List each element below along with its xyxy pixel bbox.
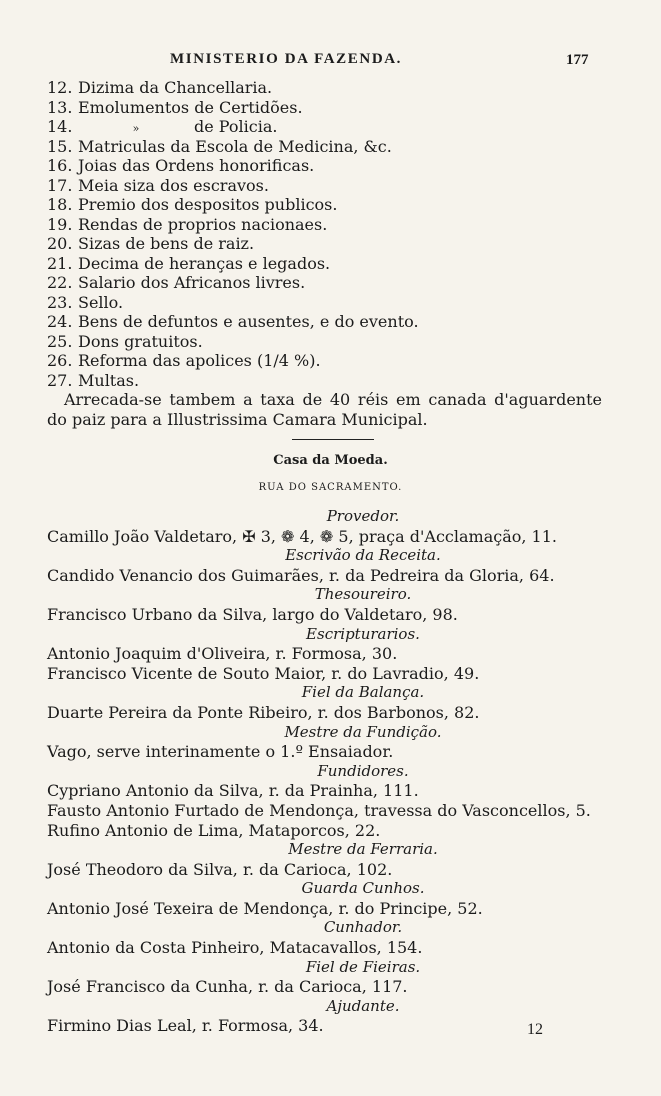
tax-paragraph: Arrecada-se tambem a taxa de 40 réis em canada d'aguardente do paiz para a Illustrissima Camara Municipal. — [47, 390, 602, 429]
list-item: 16. Joias das Ordens honorificas. — [47, 156, 315, 175]
role-heading: Mestre da Ferraria. — [288, 840, 438, 859]
role-heading: Fundidores. — [317, 761, 409, 780]
staff-list — [47, 507, 647, 1036]
list-item: 25. Dons gratuitos. — [47, 331, 203, 351]
list-item: 23. Sello. — [47, 292, 124, 312]
signature-mark: 12 — [527, 1021, 543, 1038]
list-item: 15. Matriculas da Escola de Medicina, &c. — [47, 136, 392, 156]
staff-entry: José Francisco da Cunha, r. da Carioca, 117. — [47, 977, 408, 997]
staff-entry: Vago, serve interinamente o 1.º Ensaiador. — [47, 742, 394, 762]
staff-entry: Francisco Urbano da Silva, largo do Valdetaro, 98. — [47, 604, 458, 624]
list-item: 26. Reforma das apolices (1/4 %). — [47, 351, 321, 370]
role-heading: Mestre da Fundição. — [284, 722, 442, 741]
revenue-list — [47, 78, 647, 390]
list-item: 19. Rendas de proprios nacionaes. — [47, 214, 328, 234]
list-item: 22. Salario dos Africanos livres. — [47, 273, 306, 292]
section-subtitle: RUA DO SACRAMENTO. — [258, 482, 403, 493]
role-heading: Fiel da Balança. — [301, 683, 425, 702]
staff-entry: Antonio José Texeira de Mendonça, r. do Principe, 52. — [47, 898, 483, 918]
list-item: 13. Emolumentos de Certidões. — [47, 97, 303, 117]
list-item: 20. Sizas de bens de raiz. — [47, 234, 255, 253]
role-heading: Escrivão da Receita. — [285, 546, 441, 565]
staff-entry: Camillo João Valdetaro, ✠ 3, ❁ 4, ❁ 5, praça d'Acclamação, 11. — [47, 526, 557, 546]
staff-entry: Fausto Antonio Furtado de Mendonça, travessa do Vasconcellos, 5. — [47, 800, 591, 820]
staff-entry: Antonio Joaquim d'Oliveira, r. Formosa, 30. — [47, 644, 398, 664]
page-header-title: MINISTERIO DA FAZENDA. — [170, 51, 403, 67]
ditto-mark: » — [132, 122, 140, 135]
page-number: 177 — [566, 52, 589, 68]
role-heading: Escripturarios. — [306, 624, 420, 643]
staff-entry: Rufino Antonio de Lima, Mataporcos, 22. — [47, 820, 381, 840]
staff-entry: Antonio da Costa Pinheiro, Matacavallos, 154. — [47, 938, 423, 958]
list-item: 21. Decima de heranças e legados. — [47, 253, 331, 273]
list-item: 24. Bens de defuntos e ausentes, e do evento. — [47, 312, 419, 331]
role-heading: Cunhador. — [323, 918, 403, 937]
list-item: 14. » de Policia. — [47, 117, 647, 137]
role-heading: Thesoureiro. — [314, 585, 412, 604]
list-item: 18. Premio dos despositos publicos. — [47, 195, 338, 214]
role-heading: Provedor. — [326, 507, 400, 525]
staff-entry: Duarte Pereira da Ponte Ribeiro, r. dos Barbonos, 82. — [47, 702, 480, 722]
list-item: 17. Meia siza dos escravos. — [47, 175, 269, 195]
staff-entry: Candido Venancio dos Guimarães, r. da Pedreira da Gloria, 64. — [47, 565, 555, 585]
staff-entry: Francisco Vicente de Souto Maior, r. do Lavradio, 49. — [47, 663, 480, 683]
staff-entry: Cypriano Antonio da Silva, r. da Prainha, 111. — [47, 781, 419, 801]
role-heading: Guarda Cunhos. — [301, 879, 425, 898]
list-item: 27. Multas. — [47, 370, 140, 390]
section-divider — [292, 439, 374, 440]
role-heading: Fiel de Fieiras. — [305, 957, 421, 976]
staff-entry: Firmino Dias Leal, r. Formosa, 34. — [47, 1016, 324, 1036]
staff-entry: José Theodoro da Silva, r. da Carioca, 102. — [47, 859, 393, 879]
list-item: 12. Dizima da Chancellaria. — [47, 78, 273, 97]
role-heading: Ajudante. — [326, 996, 400, 1015]
section-title: Casa da Moeda. — [273, 453, 388, 468]
